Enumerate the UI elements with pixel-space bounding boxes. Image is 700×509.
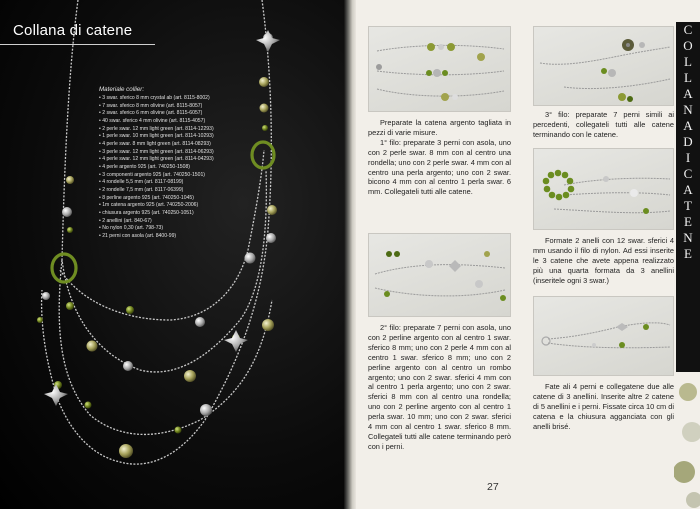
material-item: • 21 perni con asola (art. 8400-99)	[99, 232, 177, 239]
material-item: • chiusura argento 925 (art. 740250-1051)	[99, 209, 194, 216]
material-item: • 4 perle swar. 12 mm light green (art. 8114-04293)	[99, 156, 214, 163]
material-item: • 3 perle swar. 12 mm light green (art. 8114-06293)	[99, 148, 214, 155]
step-5-text	[533, 382, 674, 432]
material-item: • 3 componenti argento 925 (art. 740250-1501)	[99, 171, 205, 178]
material-item: • 1 perle swar. 10 mm light green (art. 8114-10293)	[99, 133, 214, 140]
material-item: • No nylon 0,30 (art. 798-73)	[99, 225, 164, 232]
step-1-text	[368, 118, 511, 197]
step-2-text	[368, 323, 511, 452]
step-photo-3	[533, 26, 674, 106]
material-item: • 4 perle swar. 8 mm light green (art. 8114-08293)	[99, 140, 211, 147]
instruction-paragraph: 1° filo: preparate 3 perni con asola, uno con 2 perle swar. 8 mm con al centro una rondella; uno con 2 perle swar. 4 mm con al centro una perla argento; uno con 2 swar. bicono 4 mm con al centro 1 perla swar. 6 mm. Collegateli tutti alle catene.	[368, 137, 511, 197]
vertical-title-letter: A	[683, 182, 693, 197]
necklace-photo	[0, 0, 347, 509]
left-page	[0, 0, 347, 509]
page-number: 27	[487, 481, 499, 493]
vertical-title-letter: E	[684, 246, 692, 261]
step-photo-5	[533, 296, 674, 376]
material-item: • 1m catena argento 925 (art. 740250-2006)	[99, 202, 199, 209]
step-photo-1	[368, 26, 511, 112]
vertical-title-letter: C	[683, 166, 693, 181]
vertical-title-letter: D	[683, 134, 693, 149]
material-item: • 4 rondelle 5,5 mm (art. 8117-08199)	[99, 179, 184, 186]
materials-heading: Materiale collier:	[99, 86, 145, 93]
vertical-title-letter: C	[683, 22, 693, 37]
vertical-title-letter: E	[684, 214, 692, 229]
vertical-title-strip	[676, 22, 700, 372]
instruction-paragraph: Preparate la catena argento tagliata in pezzi di varie misure.	[368, 118, 511, 137]
vertical-title-letter: N	[683, 102, 693, 117]
material-item: • 40 swar. sferico 4 mm olivine (art. 8115-4057)	[99, 117, 206, 124]
vertical-title-letter: T	[684, 198, 692, 213]
instruction-paragraph: 2° filo: preparate 7 perni con asola, uno con 2 perline argento con al centro 1 swar. sferico 8 mm; uno con 2 perle 4 mm con al centro 1 swar. sferico 8 mm; uno con 2 perline argento con al centro un rombo argento; uno con 2 swar. sferici 4 mm con al centro 1 perla argento; uno con 2 swar. sferici 8 mm con al centro una rondella; uno con 2 perline argento con al centro 1 perla swar. 10 mm; uno con 2 swar. sferici 4 mm con al centro 1 swar. sferico 8 mm. Collegateli tutti alle catene terminando però con i perni.	[368, 323, 511, 451]
step-photo-2	[368, 233, 511, 317]
material-item: • 8 perline argento 925 (art. 740250-1045)	[99, 194, 194, 201]
right-page	[356, 0, 700, 509]
vertical-title-letter: O	[683, 38, 693, 53]
corner-beads-photo	[674, 372, 700, 509]
vertical-title-letter: A	[683, 118, 693, 133]
material-item: • 2 perle swar. 12 mm light green (art. 8114-12293)	[99, 125, 214, 132]
vertical-title-letter: I	[685, 150, 691, 165]
step-3-text	[533, 110, 674, 140]
step-photo-4	[533, 148, 674, 230]
material-item: • 7 swar. sferico 8 mm olivine (art. 8115-8057)	[99, 102, 203, 109]
step-4-text	[533, 236, 674, 286]
page-title: Collana di catene	[13, 22, 133, 39]
vertical-title-letter: L	[684, 54, 692, 69]
material-item: • 2 swar. sferico 6 mm olivine (art. 8115-6057)	[99, 110, 203, 117]
vertical-title-letter: A	[683, 86, 693, 101]
book-gutter	[344, 0, 356, 509]
instruction-paragraph: Formate 2 anelli con 12 swar. sferici 4 mm usando il filo di nylon. Ad essi inserite le 3 catene che avete appena realizzato più una quarta formata da 3 anellini (inseritele ogni 3 swar.)	[533, 236, 674, 285]
title-underline	[0, 44, 155, 45]
material-item: • 4 perle argento 925 (art. 740250-1508)	[99, 163, 190, 170]
material-item: • 3 swar. sferico 8 mm crystal ab (art. 8115-8002)	[99, 95, 210, 101]
vertical-title-letter: L	[684, 70, 692, 85]
instruction-paragraph: Fate ali 4 perni e collegatene due alle catene di 3 anellini. Inserite altre 2 catene di 5 anellini e i perni. Fissate circa 10 cm di catena e la chiusura agganciata con gli anelli brisé.	[533, 382, 674, 431]
material-item: • 2 anellini (art. 840-67)	[99, 217, 152, 224]
instruction-paragraph: 3° filo: preparate 7 perni simili ai percedenti, collegateli tutti alle catene terminando con le catene.	[533, 110, 674, 139]
materials-items	[99, 95, 269, 240]
materials-list	[99, 86, 269, 240]
material-item: • 2 rondelle 7,5 mm (art. 8117-06399)	[99, 186, 184, 193]
vertical-title-letter: N	[683, 230, 693, 245]
